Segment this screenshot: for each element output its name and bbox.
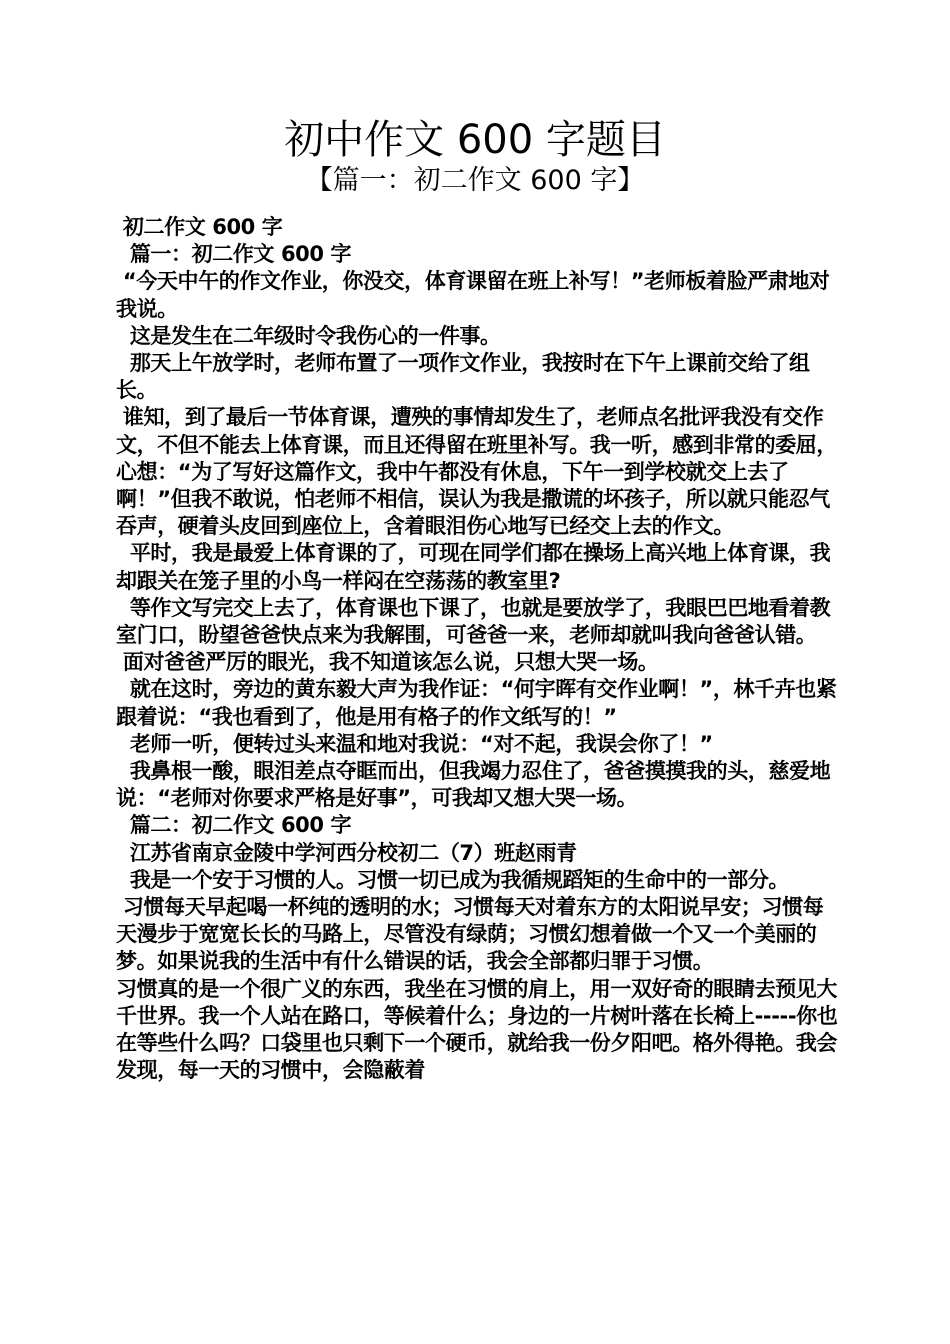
paragraph: 习惯每天早起喝一杯纯的透明的水；习惯每天对着东方的太阳说早安；习惯每天漫步于宽宽长长的马路上，尽管没有绿荫；习惯幻想着做一个又一个美丽的梦。如果说我的生活中有什么错误的话，我会全部都归罪于习惯。 bbox=[116, 895, 824, 974]
paragraph: 江苏省南京金陵中学河西分校初二（7）班赵雨青 bbox=[116, 840, 577, 865]
document-subtitle: 【篇一：初二作文 600 字】 bbox=[305, 165, 645, 196]
paragraph: 习惯真的是一个很广义的东西，我坐在习惯的肩上，用一双好奇的眼睛去预见大千世界。我一个人站在路口，等候着什么；身边的一片树叶落在长椅上-----你也在等些什么吗？口袋里也只剩下一个硬币，就给我一份夕阳吧。格外得艳。我会发现，每一天的习惯中，会隐蔽着 bbox=[116, 976, 838, 1083]
paragraph: “今天中午的作文作业，你没交，体育课留在班上补写！”老师板着脸严肃地对我说。 bbox=[116, 269, 830, 321]
paragraph: 初二作文 600 字 bbox=[116, 215, 283, 239]
paragraph: 面对爸爸严厉的眼光，我不知道该怎么说，只想大哭一场。 bbox=[116, 650, 659, 675]
paragraph: 我鼻根一酸，眼泪差点夺眶而出，但我竭力忍住了，爸爸摸摸我的头，慈爱地说：“老师对你要求严格是好事”，可我却又想大哭一场。 bbox=[116, 759, 831, 811]
paragraph: 这是发生在二年级时令我伤心的一件事。 bbox=[116, 323, 501, 348]
document-title: 初中作文 600 字题目 bbox=[284, 117, 666, 163]
paragraph: 平时，我是最爱上体育课的了，可现在同学们都在操场上高兴地上体育课，我却跟关在笼子里的小鸟一样闷在空荡荡的教室里? bbox=[116, 541, 831, 593]
paragraph: 谁知，到了最后一节体育课，遭殃的事情却发生了，老师点名批评我没有交作文，不但不能去上体育课，而且还得留在班里补写。我一听，感到非常的委屈，心想：“为了写好这篇作文，我中午都没有休息，下午一到学校就交上去了啊！”但我不敢说，怕老师不相信，误认为我是撒谎的坏孩子，所以就只能忍气吞声，硬着头皮回到座位上，含着眼泪伤心地写已经交上去的作文。 bbox=[116, 405, 837, 539]
paragraph: 篇一：初二作文 600 字 bbox=[116, 242, 352, 267]
paragraph: 等作文写完交上去了，体育课也下课了，也就是要放学了，我眼巴巴地看着教室门口，盼望爸爸快点来为我解围，可爸爸一来，老师却就叫我向爸爸认错。 bbox=[116, 595, 831, 648]
paragraph: 老师一听，便转过头来温和地对我说：“对不起，我误会你了！” bbox=[116, 731, 713, 756]
paragraph: 我是一个安于习惯的人。习惯一切已成为我循规蹈矩的生命中的一部分。 bbox=[116, 867, 790, 892]
document-body bbox=[116, 214, 840, 1085]
paragraph: 就在这时，旁边的黄东毅大声为我作证：“何宇晖有交作业啊！”，林千卉也紧跟着说：“我也看到了，他是用有格子的作文纸写的！” bbox=[116, 677, 837, 729]
paragraph: 那天上午放学时，老师布置了一项作文作业，我按时在下午上课前交给了组长。 bbox=[116, 351, 810, 403]
paragraph: 篇二：初二作文 600 字 bbox=[116, 813, 352, 838]
